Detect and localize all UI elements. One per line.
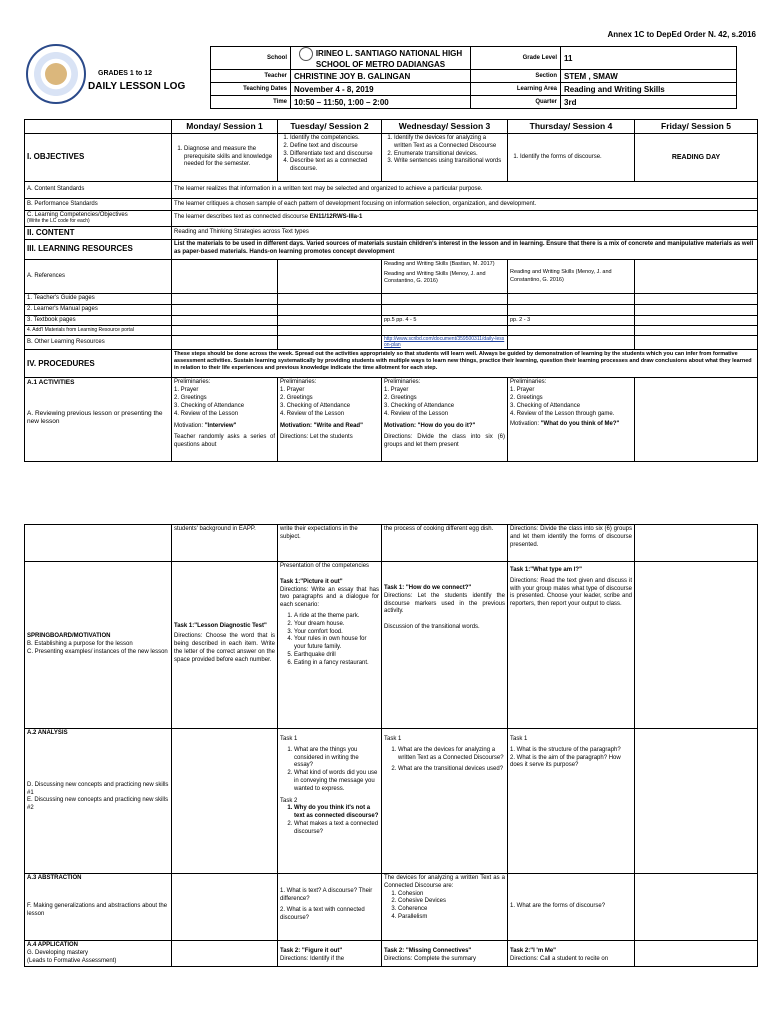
springboard-tue: Presentation of the competencies Task 1:"Picture it out" Directions: Write an essay that has two paragraphs and a dialogue for each scenario: 1. A ride at the theme park. 2. Your dream house. 3. Your comfort food. 4. Your rules in own house for your future family. 5. Earthquake drill 6. Eating in a fancy restaurant. xyxy=(278,562,382,729)
dates-label: Teaching Dates xyxy=(211,83,291,96)
quarter-value: 3rd xyxy=(561,96,737,109)
procedures-label: IV. PROCEDURES xyxy=(25,350,172,378)
day-header-mon: Monday/ Session 1 xyxy=(172,120,278,134)
activities-tue-cont: write their expectations in the subject. xyxy=(278,525,382,562)
corner-cell xyxy=(25,120,172,134)
application-label: A.4 APPLICATION G. Developing mastery (Leads to Formative Assessment) xyxy=(25,941,172,967)
grade-label: Grade Level xyxy=(471,47,561,70)
content-value: Reading and Thinking Strategies across Text types xyxy=(172,226,758,239)
school-label: School xyxy=(211,47,291,70)
other-resources-link[interactable]: http://www.scribd.com/document/359500311/daily-lesson-plan xyxy=(382,336,508,350)
day-header-thu: Thursday/ Session 4 xyxy=(508,120,635,134)
textbook-wed: pp.5 pp. 4 - 5 xyxy=(382,315,508,326)
springboard-wed: Task 1: "How do we connect?" Directions: Let the students identify the discourse markers used in the previous activity. Discussion of the transitional words. xyxy=(382,562,508,729)
dates-value: November 4 - 8, 2019 xyxy=(291,83,471,96)
school-logo-icon xyxy=(299,47,313,61)
activities-thu-cont: Directions: Divide the class into six (6) groups and let them identify the forms of discourse presented. xyxy=(508,525,635,562)
analysis-wed: Task 1 1. What are the devices for analyzing a written Text as a Connected Discourse? 2. What are the transitional devices used? xyxy=(382,729,508,874)
grade-value: 11 xyxy=(561,47,737,70)
objectives-wed: 1. Identify the devices for analyzing a written Text as a Connected Discourse 2. Enumerate transitional devices. 3. Write sentences using transitional words xyxy=(382,134,508,182)
content-standards-value: The learner realizes that information in a written text may be selected and organized to achieve a particular purpose. xyxy=(172,182,758,199)
application-thu: Task 2:"I 'm Me" Directions: Call a student to recite on xyxy=(508,941,635,967)
textbook-label: 3. Textbook pages xyxy=(25,315,172,326)
competencies-label: C. Learning Competencies/Objectives (Write the LC code for each) xyxy=(25,211,172,227)
references-label: A. References xyxy=(25,260,172,294)
activities-wed-cont: the process of cooking different egg dish. xyxy=(382,525,508,562)
school-value: IRINEO L. SANTIAGO NATIONAL HIGH SCHOOL OF METRO DADIANGAS xyxy=(291,47,471,70)
competencies-value: The learner describes text as connected discourse EN11/12RWS-IIIa-1 xyxy=(172,211,758,227)
textbook-thu: pp. 2 - 3 xyxy=(508,315,635,326)
time-label: Time xyxy=(211,96,291,109)
section-value: STEM , SMAW xyxy=(561,70,737,83)
day-header-wed: Wednesday/ Session 3 xyxy=(382,120,508,134)
quarter-label: Quarter xyxy=(471,96,561,109)
activities-mon-cont: students' background in EAPP. xyxy=(172,525,278,562)
deped-seal-icon xyxy=(26,44,86,104)
objectives-label: I. OBJECTIVES xyxy=(25,134,172,182)
abstraction-wed: The devices for analyzing a written Text as a Connected Discourse are: 1. Cohesion 2. Cohesive Devices 3. Coherence 4. Parallelism xyxy=(382,874,508,941)
day-header-tue: Tuesday/ Session 2 xyxy=(278,120,382,134)
learners-manual-label: 2. Learner's Manual pages xyxy=(25,304,172,315)
page-title: DAILY LESSON LOG xyxy=(88,81,186,92)
references-wed: Reading and Writing Skills (Bastian, M. 2017) Reading and Writing Skills (Menoy, J. and Constantino, G. 2016) xyxy=(382,260,508,294)
abstraction-tue: 1. What is text? A discourse? Their difference? 2. What is a text with connected discourse? xyxy=(278,874,382,941)
teacher-label: Teacher xyxy=(211,70,291,83)
day-header-fri: Friday/ Session 5 xyxy=(635,120,758,134)
analysis-thu: Task 1 1. What is the structure of the paragraph? 2. What is the aim of the paragraph? How does it serve its purpose? xyxy=(508,729,635,874)
objectives-fri: READING DAY xyxy=(635,134,758,182)
activities-tue: Preliminaries: 1. Prayer 2. Greetings 3. Checking of Attendance 4. Review of the Lesson Motivation: "Write and Read" Directions: Let the students xyxy=(278,378,382,462)
objectives-mon: 1. Diagnose and measure the prerequisite skills and knowledge needed for the semester. xyxy=(172,134,278,182)
teachers-guide-label: 1. Teacher's Guide pages xyxy=(25,294,172,305)
activities-thu: Preliminaries: 1. Prayer 2. Greetings 3. Checking of Attendance 4. Review of the Lesson through game. Motivation: "What do you think of Me?" xyxy=(508,378,635,462)
objectives-thu: 1. Identify the forms of discourse. xyxy=(508,134,635,182)
springboard-label: SPRINGBOARD/MOTIVATION B. Establishing a purpose for the lesson C. Presenting examples/ instances of the new lesson xyxy=(25,562,172,729)
teacher-value: CHRISTINE JOY B. GALINGAN xyxy=(291,70,471,83)
performance-standards-value: The learner critiques a chosen sample of each pattern of development focusing on information selection, organization, and development. xyxy=(172,199,758,211)
other-resources-label: B. Other Learning Resources xyxy=(25,336,172,350)
application-wed: Task 2: "Missing Connectives" Directions: Complete the summary xyxy=(382,941,508,967)
performance-standards-label: B. Performance Standards xyxy=(25,199,172,211)
header xyxy=(24,44,760,109)
abstraction-thu: 1. What are the forms of discourse? xyxy=(508,874,635,941)
section-label: Section xyxy=(471,70,561,83)
procedures-text: These steps should be done across the week. Spread out the activities appropriately so that students will learn well. Always be guided by demonstration of learning by the students which you can infer from formative assessment activities. Sustain learning systematically by providing students with multiple ways to learn new things, practice their learning, question their learning processes and draw conclusions about what they learned in relation to their life experiences and previous knowledge indicate the time allotment for each step. xyxy=(172,350,758,378)
annex-reference: Annex 1C to DepEd Order N. 42, s.2016 xyxy=(607,30,756,39)
references-thu: Reading and Writing Skills (Menoy, J. and Constantino, G. 2016) xyxy=(508,260,635,294)
lesson-table-page2 xyxy=(24,524,758,967)
springboard-mon: Task 1:"Lesson Diagnostic Test" Directions: Choose the word that is being described in each item. Write the letter of the correct answer on the space provided before each number. xyxy=(172,562,278,729)
objectives-tue: 1. Identify the competencies. 2. Define text and discourse 3. Differentiate text and discourse 4. Describe text as a connected discourse. xyxy=(278,134,382,182)
header-table xyxy=(210,46,737,109)
analysis-label: A.2 ANALYSIS D. Discussing new concepts and practicing new skills #1 E. Discussing new concepts and practicing new skills #2 xyxy=(25,729,172,874)
learning-resources-label: III. LEARNING RESOURCES xyxy=(25,240,172,260)
activities-label: A.1 ACTIVITIES A. Reviewing previous lesson or presenting the new lesson xyxy=(25,378,172,462)
activities-fri xyxy=(635,378,758,462)
time-value: 10:50 – 11:50, 1:00 – 2:00 xyxy=(291,96,471,109)
lesson-table-page1 xyxy=(24,119,758,462)
activities-mon: Preliminaries: 1. Prayer 2. Greetings 3. Checking of Attendance 4. Review of the Lesson Motivation: "Interview" Teacher randomly asks a series of questions about xyxy=(172,378,278,462)
learning-resources-text: List the materials to be used in different days. Varied sources of materials sustain children's interest in the lesson and in learning. Ensure that there is a mix of concrete and manipulative materials as well as paper-based materials. Hands-on learning promotes concept development xyxy=(172,240,758,260)
application-tue: Task 2: "Figure it out" Directions: Identify if the xyxy=(278,941,382,967)
activities-wed: Preliminaries: 1. Prayer 2. Greetings 3. Checking of Attendance 4. Review of the Lesson Motivation: "How do you do it?" Directions: Divide the class into six (6) groups and let them present xyxy=(382,378,508,462)
area-value: Reading and Writing Skills xyxy=(561,83,737,96)
analysis-tue: Task 1 1. What are the things you considered in writing the essay? 2. What kind of words did you use in conveying the message you wanted to express. Task 2 1. Why do you think it's not a text as connected discourse? 2. What makes a text a connected discourse? xyxy=(278,729,382,874)
content-standards-label: A. Content Standards xyxy=(25,182,172,199)
area-label: Learning Area xyxy=(471,83,561,96)
abstraction-label: A.3 ABSTRACTION F. Making generalizations and abstractions about the lesson xyxy=(25,874,172,941)
springboard-thu: Task 1:"What type am I?" Directions: Read the text given and discuss it with your group mates what type of discourse is presented. Choose your leader, scribe and reporters, then report your output to class. xyxy=(508,562,635,729)
content-label: II. CONTENT xyxy=(25,226,172,239)
grades-label: GRADES 1 to 12 xyxy=(98,70,153,77)
additional-materials-label: 4. Add'l Materials from Learning Resource portal xyxy=(25,326,172,336)
